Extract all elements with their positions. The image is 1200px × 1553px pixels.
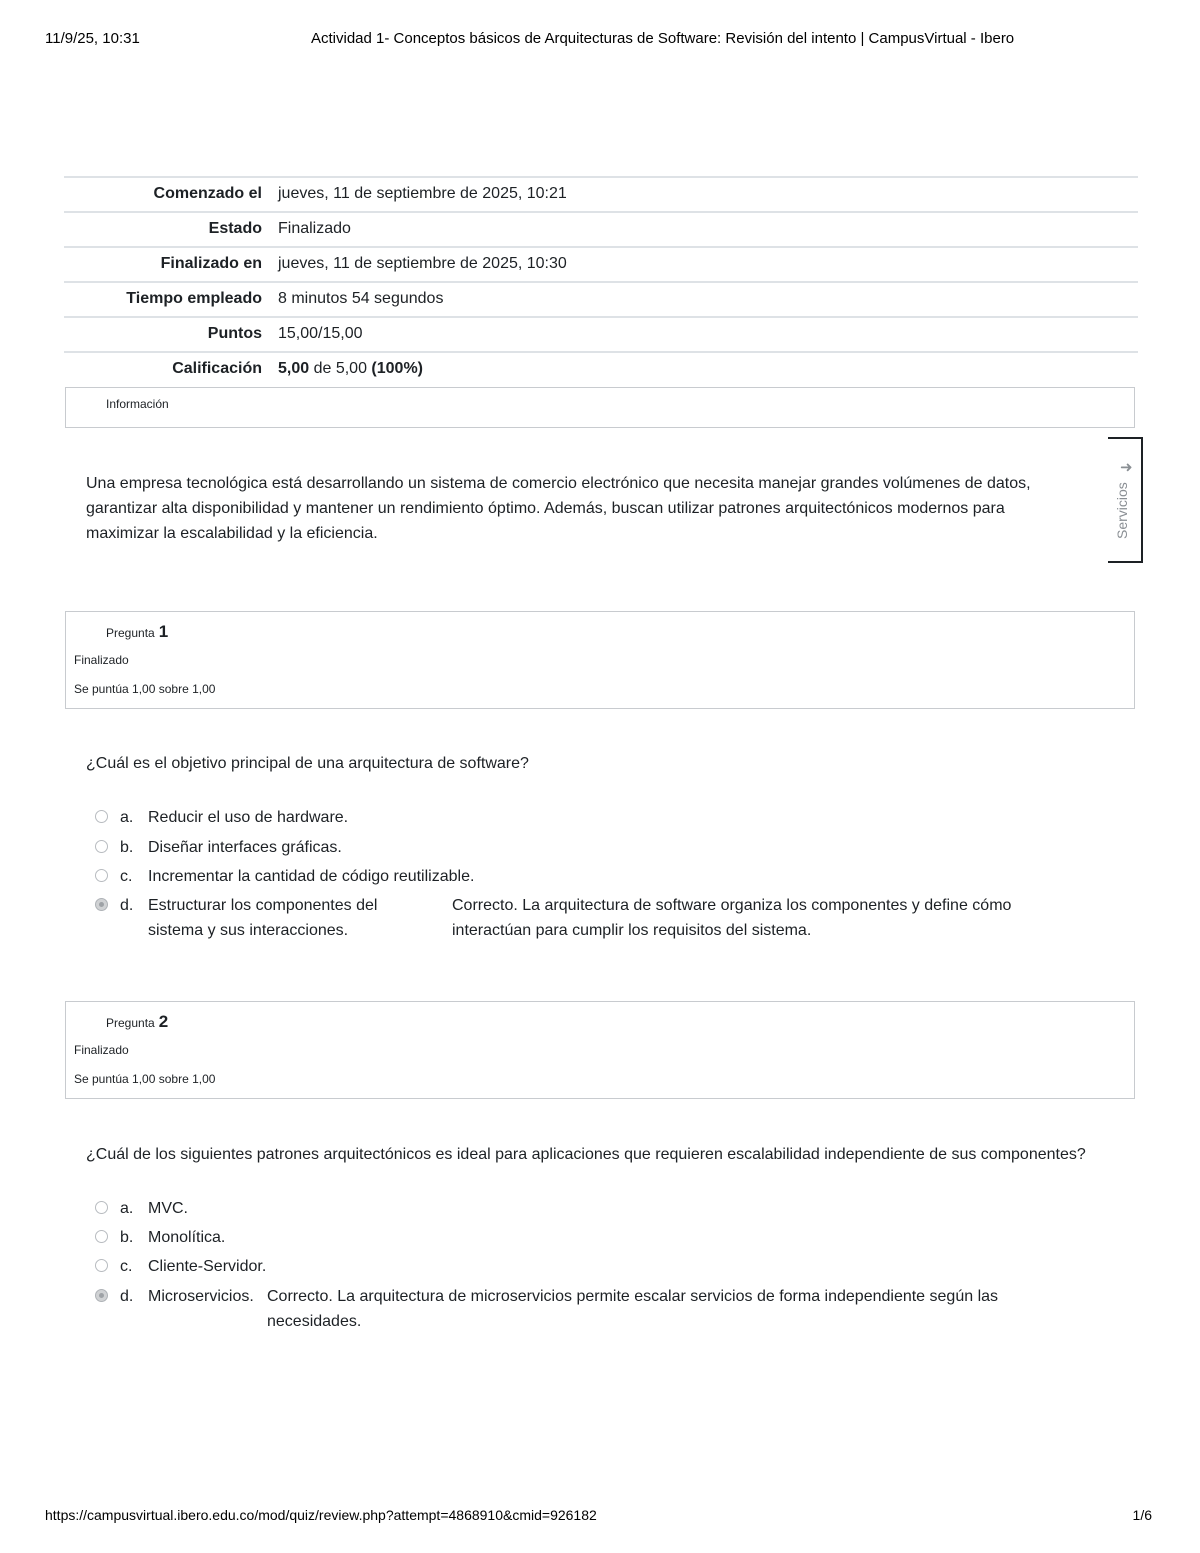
summary-row-finished: [64, 247, 1138, 282]
option-letter: b.: [120, 1229, 134, 1246]
summary-label: Comenzado el: [153, 185, 262, 202]
option-letter: a.: [120, 809, 134, 826]
radio-button[interactable]: [95, 1201, 108, 1214]
option-letter: a.: [120, 1200, 134, 1217]
summary-label: Puntos: [207, 325, 262, 342]
option-text-line2: sistema y sus interacciones.: [148, 922, 349, 939]
question-number: 2: [158, 1012, 169, 1031]
option-text: Microservicios.: [148, 1288, 254, 1305]
radio-button[interactable]: [95, 810, 108, 823]
summary-row-state: [64, 212, 1138, 247]
question-label: [106, 1012, 168, 1032]
summary-value: [270, 352, 1138, 386]
print-url: https://campusvirtual.ibero.edu.co/mod/quiz/review.php?attempt=4868910&cmid=926182: [45, 1507, 597, 1523]
services-label: Servicios: [1114, 482, 1130, 539]
option-text: MVC.: [148, 1200, 188, 1217]
option-text: Incrementar la cantidad de código reutilizable.: [148, 868, 475, 885]
question-info-box: [65, 611, 1135, 709]
arrow-right-icon: ➜: [1120, 459, 1133, 476]
option-text: Monolítica.: [148, 1229, 226, 1246]
feedback-line: Correcto. La arquitectura de microservicios permite escalar servicios de forma independiente según las: [267, 1288, 999, 1305]
feedback-line: necesidades.: [267, 1313, 362, 1330]
question-label-text: Pregunta: [106, 626, 155, 640]
radio-button[interactable]: [95, 840, 108, 853]
summary-value: jueves, 11 de septiembre de 2025, 10:21: [278, 185, 567, 202]
question-text: ¿Cuál de los siguientes patrones arquitectónicos es ideal para aplicaciones que requieren escalabilidad independiente de sus componentes?: [86, 1146, 1086, 1163]
option-text: Diseñar interfaces gráficas.: [148, 839, 342, 856]
summary-value: 8 minutos 54 segundos: [278, 290, 444, 307]
grade-value: 5,00: [278, 360, 310, 377]
print-page-title: Actividad 1- Conceptos básicos de Arquitecturas de Software: Revisión del intento | CampusVirtual - Ibero: [311, 30, 1015, 47]
grade-percent: (100%): [371, 360, 423, 377]
summary-row-time-taken: [64, 282, 1138, 317]
question-state: Finalizado: [74, 653, 129, 667]
question-label: [106, 622, 168, 642]
option-letter: d.: [120, 897, 134, 914]
info-text: Una empresa tecnológica está desarrollando un sistema de comercio electrónico que necesita manejar grandes volúmenes de datos, garantizar alta disponibilidad y mantener un rendimiento óptimo. Además, buscan utilizar patrones arquitectónicos modernos para maximizar la escalabilidad y la eficiencia.: [86, 475, 1031, 542]
feedback-line: Correcto. La arquitectura de software organiza los componentes y define cómo: [452, 897, 1012, 914]
summary-value: jueves, 11 de septiembre de 2025, 10:30: [278, 255, 567, 272]
option-text: Reducir el uso de hardware.: [148, 809, 349, 826]
summary-row-marks: [64, 317, 1138, 352]
attempt-summary-table: [64, 176, 1138, 386]
option-letter: b.: [120, 839, 134, 856]
radio-button[interactable]: [95, 1259, 108, 1272]
radio-button-selected[interactable]: [95, 898, 108, 911]
summary-value: 15,00/15,00: [278, 325, 363, 342]
question-text: ¿Cuál es el objetivo principal de una arquitectura de software?: [86, 755, 529, 772]
option-letter: c.: [120, 1258, 133, 1275]
question-info-box: [65, 1001, 1135, 1099]
option-text: Cliente-Servidor.: [148, 1258, 267, 1275]
option-text-line1: Estructurar los componentes del: [148, 897, 378, 914]
specific-feedback: [267, 1284, 998, 1334]
specific-feedback: [452, 893, 1011, 943]
summary-value: Finalizado: [278, 220, 351, 237]
option-letter: d.: [120, 1288, 134, 1305]
services-drawer-toggle[interactable]: [1108, 437, 1143, 563]
print-header: [45, 30, 1152, 50]
summary-label: Calificación: [172, 360, 262, 377]
print-date: 11/9/25, 10:31: [45, 30, 140, 47]
question-grade: Se puntúa 1,00 sobre 1,00: [74, 682, 216, 696]
question-state: Finalizado: [74, 1043, 129, 1057]
summary-label: Tiempo empleado: [126, 290, 262, 307]
summary-label: Finalizado en: [160, 255, 262, 272]
info-header-box: [65, 387, 1135, 428]
radio-button[interactable]: [95, 1230, 108, 1243]
info-label: Información: [106, 397, 169, 411]
question-label-text: Pregunta: [106, 1016, 155, 1030]
print-page-number: 1/6: [1132, 1507, 1152, 1523]
summary-row-started: [64, 177, 1138, 212]
radio-button[interactable]: [95, 869, 108, 882]
summary-label: Estado: [208, 220, 262, 237]
feedback-line: interactúan para cumplir los requisitos del sistema.: [452, 922, 812, 939]
print-footer: [45, 1507, 1152, 1527]
grade-of: de 5,00: [309, 360, 372, 377]
option-letter: c.: [120, 868, 133, 885]
question-grade: Se puntúa 1,00 sobre 1,00: [74, 1072, 216, 1086]
question-number: 1: [158, 622, 169, 641]
radio-button-selected[interactable]: [95, 1289, 108, 1302]
summary-row-grade: [64, 352, 1138, 386]
